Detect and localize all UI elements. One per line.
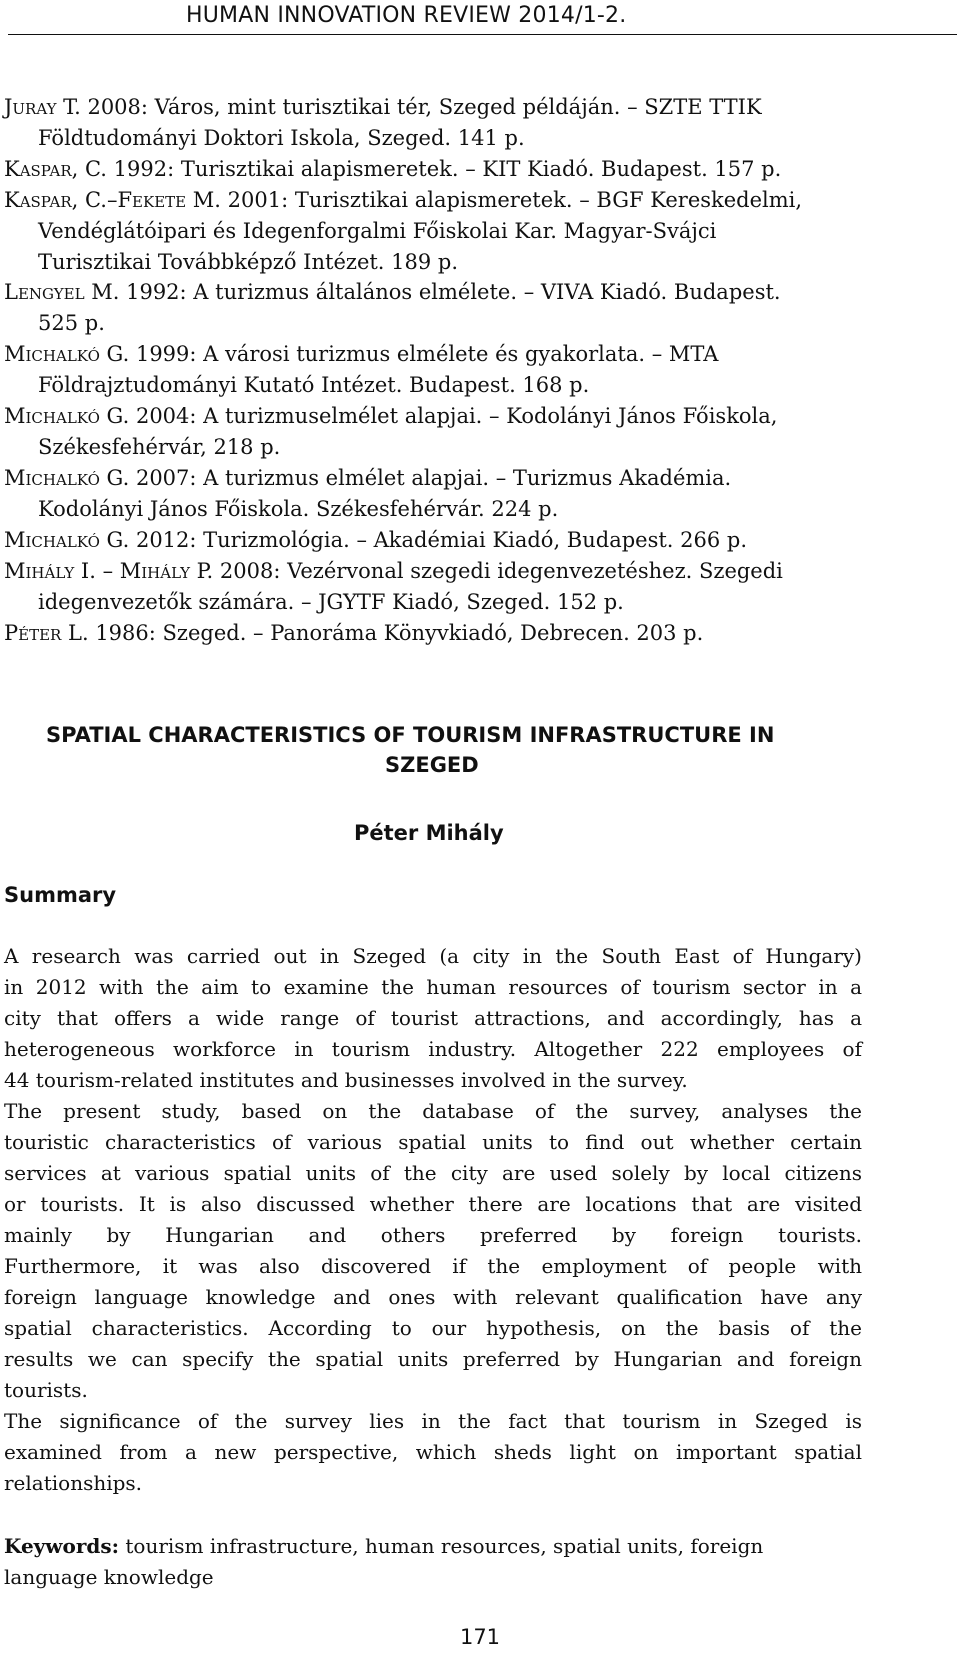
- article-author: Péter Mihály: [354, 821, 504, 845]
- summary-line: 44 tourism-related institutes and businesses involved in the survey.: [4, 1068, 688, 1092]
- reference-line: Székesfehérvár, 218 p.: [38, 435, 281, 459]
- reference-line: Kaspar, C.–Fekete M. 2001: Turisztikai alapismeretek. – BGF Kereskedelmi,: [4, 188, 803, 212]
- page-number: 171: [459, 1625, 501, 1649]
- running-header: [0, 0, 960, 40]
- reference-line: Lengyel M. 1992: A turizmus általános elmélete. – VIVA Kiadó. Budapest.: [4, 280, 781, 304]
- summary-heading: Summary: [4, 883, 117, 907]
- reference-line: Juray T. 2008: Város, mint turisztikai tér, Szeged példáján. – SZTE TTIK: [4, 95, 762, 119]
- keywords-line: [4, 1531, 862, 1561]
- keywords-text: tourism infrastructure, human resources, spatial units, foreign: [119, 1534, 764, 1558]
- summary-line: Furthermore, it was also discovered if the employment of people with: [4, 1254, 862, 1278]
- summary-line: services at various spatial units of the city are used solely by local citizens: [4, 1161, 862, 1185]
- reference-line: Kodolányi János Főiskola. Székesfehérvár. 224 p.: [38, 497, 559, 521]
- reference-line: Péter L. 1986: Szeged. – Panoráma Könyvkiadó, Debrecen. 203 p.: [4, 621, 704, 645]
- reference-author: Michalkó G.: [4, 466, 130, 490]
- summary-line: city that offers a wide range of tourist attractions, and accordingly, has a: [4, 1006, 862, 1030]
- reference-line: Michalkó G. 2012: Turizmológia. – Akadémiai Kiadó, Budapest. 266 p.: [4, 528, 748, 552]
- reference-line: idegenvezetők számára. – JGYTF Kiadó, Szeged. 152 p.: [38, 590, 624, 614]
- reference-line: Turisztikai Továbbképző Intézet. 189 p.: [38, 250, 459, 274]
- summary-line: foreign language knowledge and ones with relevant qualification have any: [4, 1285, 862, 1309]
- header-rule: [8, 34, 957, 35]
- summary-line: touristic characteristics of various spatial units to find out whether certain: [4, 1130, 862, 1154]
- journal-title: HUMAN INNOVATION REVIEW 2014/1-2.: [186, 3, 627, 28]
- summary-line: examined from a new perspective, which sheds light on important spatial: [4, 1440, 862, 1464]
- summary-line: results we can specify the spatial units preferred by Hungarian and foreign: [4, 1347, 862, 1371]
- summary-line: heterogeneous workforce in tourism industry. Altogether 222 employees of: [4, 1037, 862, 1061]
- reference-author: Juray T.: [4, 95, 81, 119]
- reference-line: Vendéglátóipari és Idegenforgalmi Főiskolai Kar. Magyar-Svájci: [38, 219, 717, 243]
- summary-line: spatial characteristics. According to our hypothesis, on the basis of the: [4, 1316, 862, 1340]
- article-title-line: SZEGED: [385, 753, 479, 777]
- reference-line: Michalkó G. 1999: A városi turizmus elmélete és gyakorlata. – MTA: [4, 342, 719, 366]
- reference-line: Földtudományi Doktori Iskola, Szeged. 141 p.: [38, 126, 525, 150]
- summary-line: tourists.: [4, 1378, 88, 1402]
- reference-author: Mihály I. – Mihály P.: [4, 559, 214, 583]
- summary-line: or tourists. It is also discussed whether there are locations that are visited: [4, 1192, 862, 1216]
- reference-line: 525 p.: [38, 311, 105, 335]
- summary-line: The present study, based on the database of the survey, analyses the: [4, 1099, 862, 1123]
- summary-line: mainly by Hungarian and others preferred by foreign tourists.: [4, 1223, 862, 1247]
- reference-line: Mihály I. – Mihály P. 2008: Vezérvonal szegedi idegenvezetéshez. Szegedi: [4, 559, 783, 583]
- keywords-label: Keywords:: [4, 1534, 120, 1558]
- summary-line: relationships.: [4, 1471, 143, 1495]
- reference-author: Péter L.: [4, 621, 89, 645]
- reference-line: Michalkó G. 2004: A turizmuselmélet alapjai. – Kodolányi János Főiskola,: [4, 404, 778, 428]
- summary-line: The significance of the survey lies in the fact that tourism in Szeged is: [4, 1409, 862, 1433]
- reference-line: Földrajztudományi Kutató Intézet. Budapest. 168 p.: [38, 373, 590, 397]
- reference-author: Kaspar, C.: [4, 157, 107, 181]
- reference-author: Michalkó G.: [4, 528, 130, 552]
- reference-author: Michalkó G.: [4, 342, 130, 366]
- reference-author: Kaspar, C.–Fekete M.: [4, 188, 221, 212]
- summary-line: A research was carried out in Szeged (a city in the South East of Hungary): [4, 944, 862, 968]
- reference-line: Michalkó G. 2007: A turizmus elmélet alapjai. – Turizmus Akadémia.: [4, 466, 732, 490]
- keywords-line: language knowledge: [4, 1565, 214, 1589]
- reference-line: Kaspar, C. 1992: Turisztikai alapismeretek. – KIT Kiadó. Budapest. 157 p.: [4, 157, 782, 181]
- reference-author: Michalkó G.: [4, 404, 130, 428]
- summary-line: in 2012 with the aim to examine the human resources of tourism sector in a: [4, 975, 862, 999]
- reference-author: Lengyel M.: [4, 280, 120, 304]
- article-title-line: SPATIAL CHARACTERISTICS OF TOURISM INFRASTRUCTURE IN: [46, 723, 775, 747]
